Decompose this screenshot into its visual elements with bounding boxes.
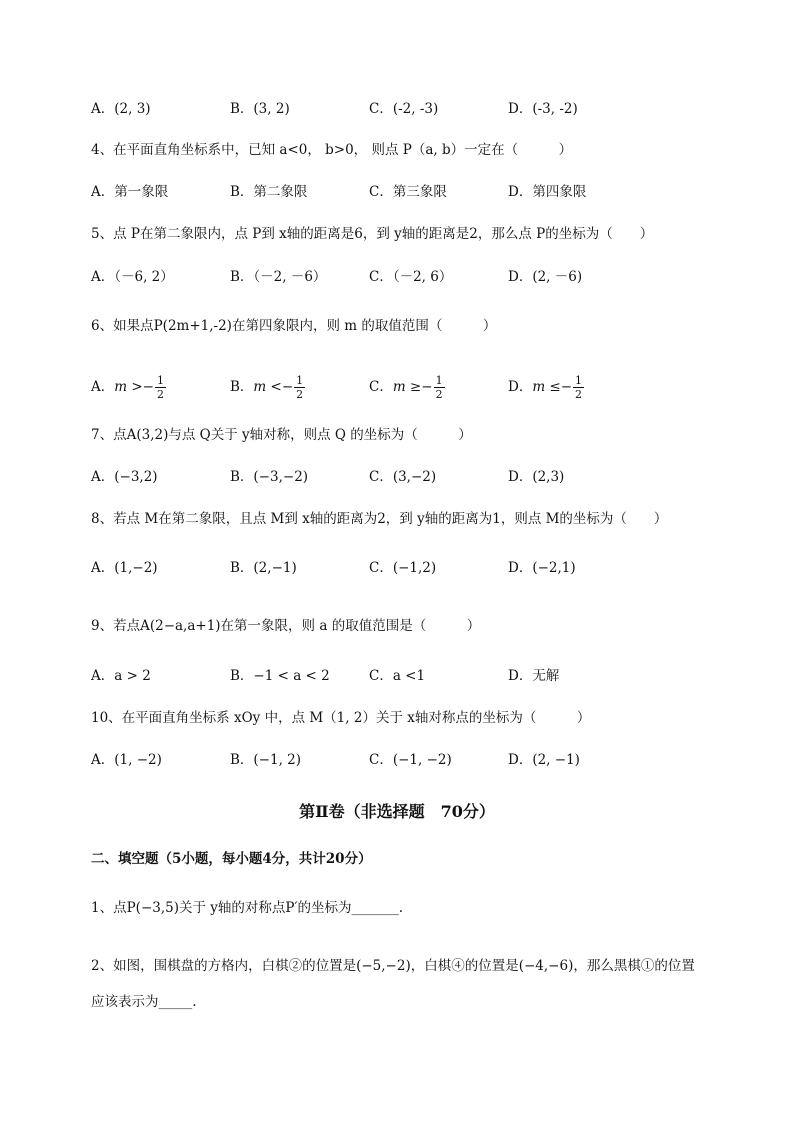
option-a xyxy=(91,370,167,404)
option-c: C．(−1,2) xyxy=(369,560,437,576)
fraction xyxy=(294,374,305,401)
option-d: D．(−2,1) xyxy=(508,560,576,576)
fill-question-2-line-2: 应该表示为_____. xyxy=(91,994,197,1010)
fraction xyxy=(573,374,584,401)
option-a: A．(1, −2) xyxy=(91,752,162,768)
question-4-stem: 4、在平面直角坐标系中，已知 a<0， b>0， 则点 P（a, b）一定在（ ） xyxy=(91,142,573,158)
option-c: C．(3,−2) xyxy=(369,469,437,485)
option-d: D．第四象限 xyxy=(508,184,587,200)
option-relation: m <− xyxy=(253,379,294,395)
option-c: C．第三象限 xyxy=(369,184,447,200)
option-relation: m ≥− xyxy=(392,379,433,395)
option-relation: m >− xyxy=(114,379,154,395)
fraction xyxy=(434,374,445,401)
option-a: A．(−3,2) xyxy=(91,469,158,485)
option-d: D．(2, －6) xyxy=(508,269,583,285)
q6-options xyxy=(91,374,711,401)
option-b: B．(−1, 2) xyxy=(230,752,302,768)
fraction-numerator: 1 xyxy=(296,374,304,387)
q10-options xyxy=(91,749,711,771)
section-title: 第Ⅱ卷（非选择题 70分） xyxy=(299,802,495,821)
q5-options xyxy=(91,266,711,288)
option-a: A．a > 2 xyxy=(91,668,151,684)
option-b: B．(2,−1) xyxy=(230,560,297,576)
question-6-stem: 6、如果点P(2m+1,-2)在第四象限内，则 m 的取值范围（ ） xyxy=(91,318,497,334)
option-d: D．(2,3) xyxy=(508,469,565,485)
q4-options xyxy=(91,181,711,203)
option-b: B．(3, 2) xyxy=(230,101,290,117)
fill-question-1: 1、点P(−3,5)关于 y轴的对称点P′的坐标为_______. xyxy=(91,900,404,916)
fraction-denominator: 2 xyxy=(156,388,164,401)
option-c: C．a <1 xyxy=(369,668,426,684)
option-d: D．(2, −1) xyxy=(508,752,580,768)
question-8-stem: 8、若点 M在第二象限，且点 M到 x轴的距离为2，到 y轴的距离为1，则点 M的坐标为（ ） xyxy=(91,511,668,527)
option-c: C．（－2, 6） xyxy=(369,269,453,285)
option-label: C． xyxy=(369,379,393,395)
option-d xyxy=(508,370,585,404)
question-5-stem: 5、点 P在第二象限内，点 P到 x轴的距离是6，到 y轴的距离是2，那么点 P的坐标为（ ） xyxy=(91,226,654,242)
option-b: B．(−3,−2) xyxy=(230,469,309,485)
option-c: C．(-2, -3) xyxy=(369,101,439,117)
option-b: B．（－2, －6） xyxy=(230,269,327,285)
q9-options xyxy=(91,665,711,687)
fraction-numerator: 1 xyxy=(575,374,583,387)
option-b xyxy=(230,370,306,404)
fill-question-2-line-1: 2、如图，围棋盘的方格内，白棋②的位置是(−5,−2)，白棋④的位置是(−4,−6)，那么黑棋①的位置 xyxy=(91,958,695,974)
option-a: A．第一象限 xyxy=(91,184,169,200)
fraction-denominator: 2 xyxy=(435,388,443,401)
q7-options xyxy=(91,466,711,488)
option-label: D． xyxy=(508,379,533,395)
option-label: A． xyxy=(91,379,115,395)
fraction xyxy=(155,374,166,401)
option-d: D．(-3, -2) xyxy=(508,101,578,117)
option-label: B． xyxy=(230,379,254,395)
fill-in-heading: 二、填空题（5小题，每小题4分，共计20分） xyxy=(91,851,372,867)
fraction-numerator: 1 xyxy=(435,374,443,387)
question-7-stem: 7、点A(3,2)与点 Q关于 y轴对称，则点 Q 的坐标为（ ） xyxy=(91,427,472,443)
q3-options xyxy=(91,98,711,120)
question-9-stem: 9、若点A(2−a,a+1)在第一象限，则 a 的取值范围是（ ） xyxy=(91,618,481,634)
option-a: A．(2, 3) xyxy=(91,101,151,117)
option-d: D．无解 xyxy=(508,668,560,684)
question-10-stem: 10、在平面直角坐标系 xOy 中，点 M（1, 2）关于 x轴对称点的坐标为（ ） xyxy=(91,710,591,726)
fraction-numerator: 1 xyxy=(156,374,164,387)
fraction-denominator: 2 xyxy=(296,388,304,401)
option-c xyxy=(369,370,446,404)
q8-options xyxy=(91,557,711,579)
option-b: B．−1 < a < 2 xyxy=(230,668,330,684)
option-relation: m ≤− xyxy=(532,379,573,395)
fraction-denominator: 2 xyxy=(575,388,583,401)
option-b: B．第二象限 xyxy=(230,184,308,200)
option-a: A．(1,−2) xyxy=(91,560,158,576)
option-a: A．（－6, 2） xyxy=(91,269,174,285)
option-c: C．(−1, −2) xyxy=(369,752,452,768)
